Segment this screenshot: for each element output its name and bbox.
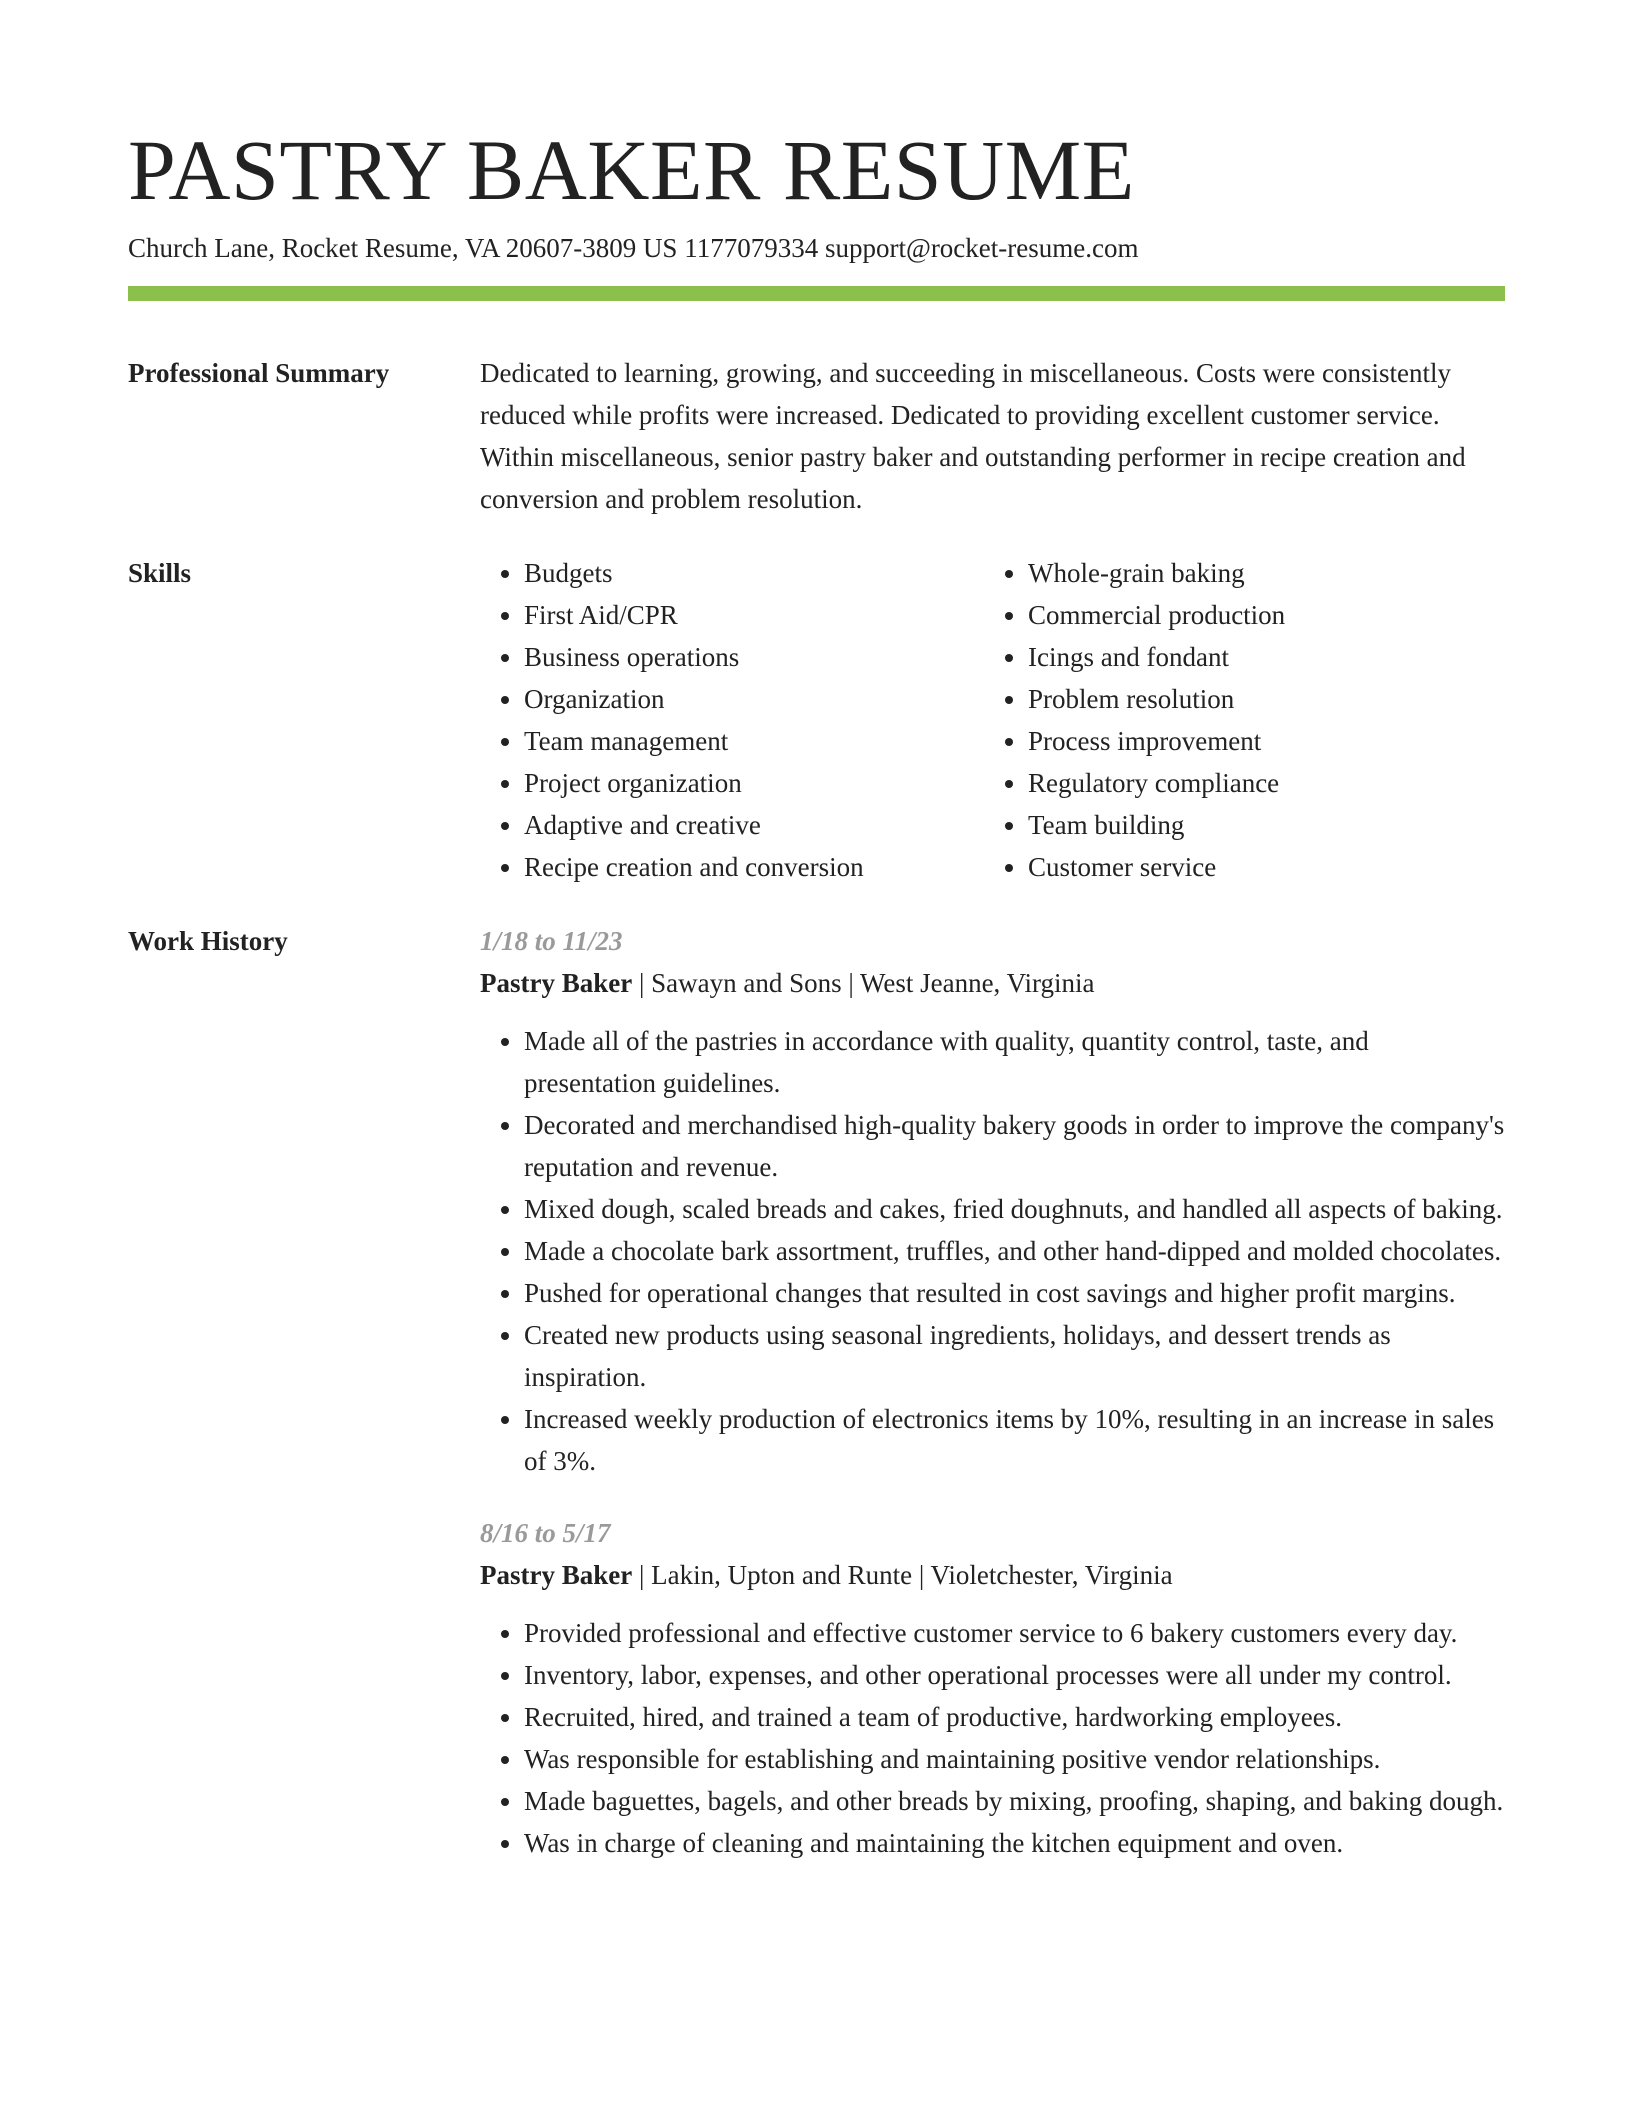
skill-item: • Regulatory compliance xyxy=(1028,762,1488,804)
job-title-line xyxy=(480,1554,1505,1596)
resume-title: PASTRY BAKER RESUME xyxy=(128,122,1135,218)
job-bullet: • Made all of the pastries in accordance with quality, quantity control, taste, and presentation guidelines. xyxy=(524,1020,1505,1104)
job-employer-location: | Lakin, Upton and Runte | Violetchester, Virginia xyxy=(632,1560,1173,1590)
summary-heading: Professional Summary xyxy=(128,358,390,388)
skill-item: • Team building xyxy=(1028,804,1488,846)
job-bullet: • Created new products using seasonal ingredients, holidays, and dessert trends as inspiration. xyxy=(524,1314,1505,1398)
work-history-body xyxy=(480,920,1505,1864)
skill-item: • Project organization xyxy=(524,762,984,804)
skills-heading: Skills xyxy=(128,558,192,588)
skill-item: • First Aid/CPR xyxy=(524,594,984,636)
job-title-line xyxy=(480,962,1505,1004)
skills-body xyxy=(480,552,1505,888)
summary-text: Dedicated to learning, growing, and succeeding in miscellaneous. Costs were consistently reduced while profits were increased. Dedicated to providing excellent customer service. Within miscellaneous, senior pastry baker and outstanding performer in recipe creation and conversion and problem resolution. xyxy=(480,358,1466,514)
job-bullet: • Was responsible for establishing and maintaining positive vendor relationships. xyxy=(524,1738,1505,1780)
job-dates: 1/18 to 11/23 xyxy=(480,926,623,956)
job-bullet-list xyxy=(480,1020,1505,1482)
job-bullet: • Made baguettes, bagels, and other breads by mixing, proofing, shaping, and baking dough. xyxy=(524,1780,1505,1822)
skill-item: • Adaptive and creative xyxy=(524,804,984,846)
job-bullet: • Was in charge of cleaning and maintaining the kitchen equipment and oven. xyxy=(524,1822,1505,1864)
skills-list-left xyxy=(480,552,984,888)
skills-columns xyxy=(480,552,1505,888)
job-bullet: • Recruited, hired, and trained a team of productive, hardworking employees. xyxy=(524,1696,1505,1738)
job-bullet: • Increased weekly production of electronics items by 10%, resulting in an increase in sales of 3%. xyxy=(524,1398,1505,1482)
skill-item: • Business operations xyxy=(524,636,984,678)
job-title: Pastry Baker xyxy=(480,1560,633,1590)
skill-item: • Customer service xyxy=(1028,846,1488,888)
job-bullet: • Mixed dough, scaled breads and cakes, fried doughnuts, and handled all aspects of baking. xyxy=(524,1188,1505,1230)
skill-item: • Process improvement xyxy=(1028,720,1488,762)
job-bullet-list xyxy=(480,1612,1505,1864)
skill-item: • Team management xyxy=(524,720,984,762)
skill-item: • Commercial production xyxy=(1028,594,1488,636)
job-bullet: • Inventory, labor, expenses, and other operational processes were all under my control. xyxy=(524,1654,1505,1696)
job-entry xyxy=(480,920,1505,1482)
skill-item: • Icings and fondant xyxy=(1028,636,1488,678)
work-history-heading: Work History xyxy=(128,926,288,956)
job-bullet: • Made a chocolate bark assortment, truffles, and other hand-dipped and molded chocolates. xyxy=(524,1230,1505,1272)
job-bullet: • Decorated and merchandised high-quality bakery goods in order to improve the company's reputation and revenue. xyxy=(524,1104,1505,1188)
skill-item: • Whole-grain baking xyxy=(1028,552,1488,594)
skill-item: • Budgets xyxy=(524,552,984,594)
job-bullet: • Provided professional and effective customer service to 6 bakery customers every day. xyxy=(524,1612,1505,1654)
accent-divider xyxy=(128,286,1505,301)
job-entry xyxy=(480,1512,1505,1864)
skill-item: • Problem resolution xyxy=(1028,678,1488,720)
contact-line: Church Lane, Rocket Resume, VA 20607-3809 US 1177079334 support@rocket-resume.com xyxy=(128,233,1139,263)
skill-item: • Organization xyxy=(524,678,984,720)
job-bullet: • Pushed for operational changes that resulted in cost savings and higher profit margins. xyxy=(524,1272,1505,1314)
job-title: Pastry Baker xyxy=(480,968,633,998)
job-dates: 8/16 to 5/17 xyxy=(480,1518,611,1548)
summary-body xyxy=(480,352,1505,520)
job-employer-location: | Sawayn and Sons | West Jeanne, Virginia xyxy=(632,968,1095,998)
skill-item: • Recipe creation and conversion xyxy=(524,846,984,888)
skills-list-right xyxy=(984,552,1488,888)
